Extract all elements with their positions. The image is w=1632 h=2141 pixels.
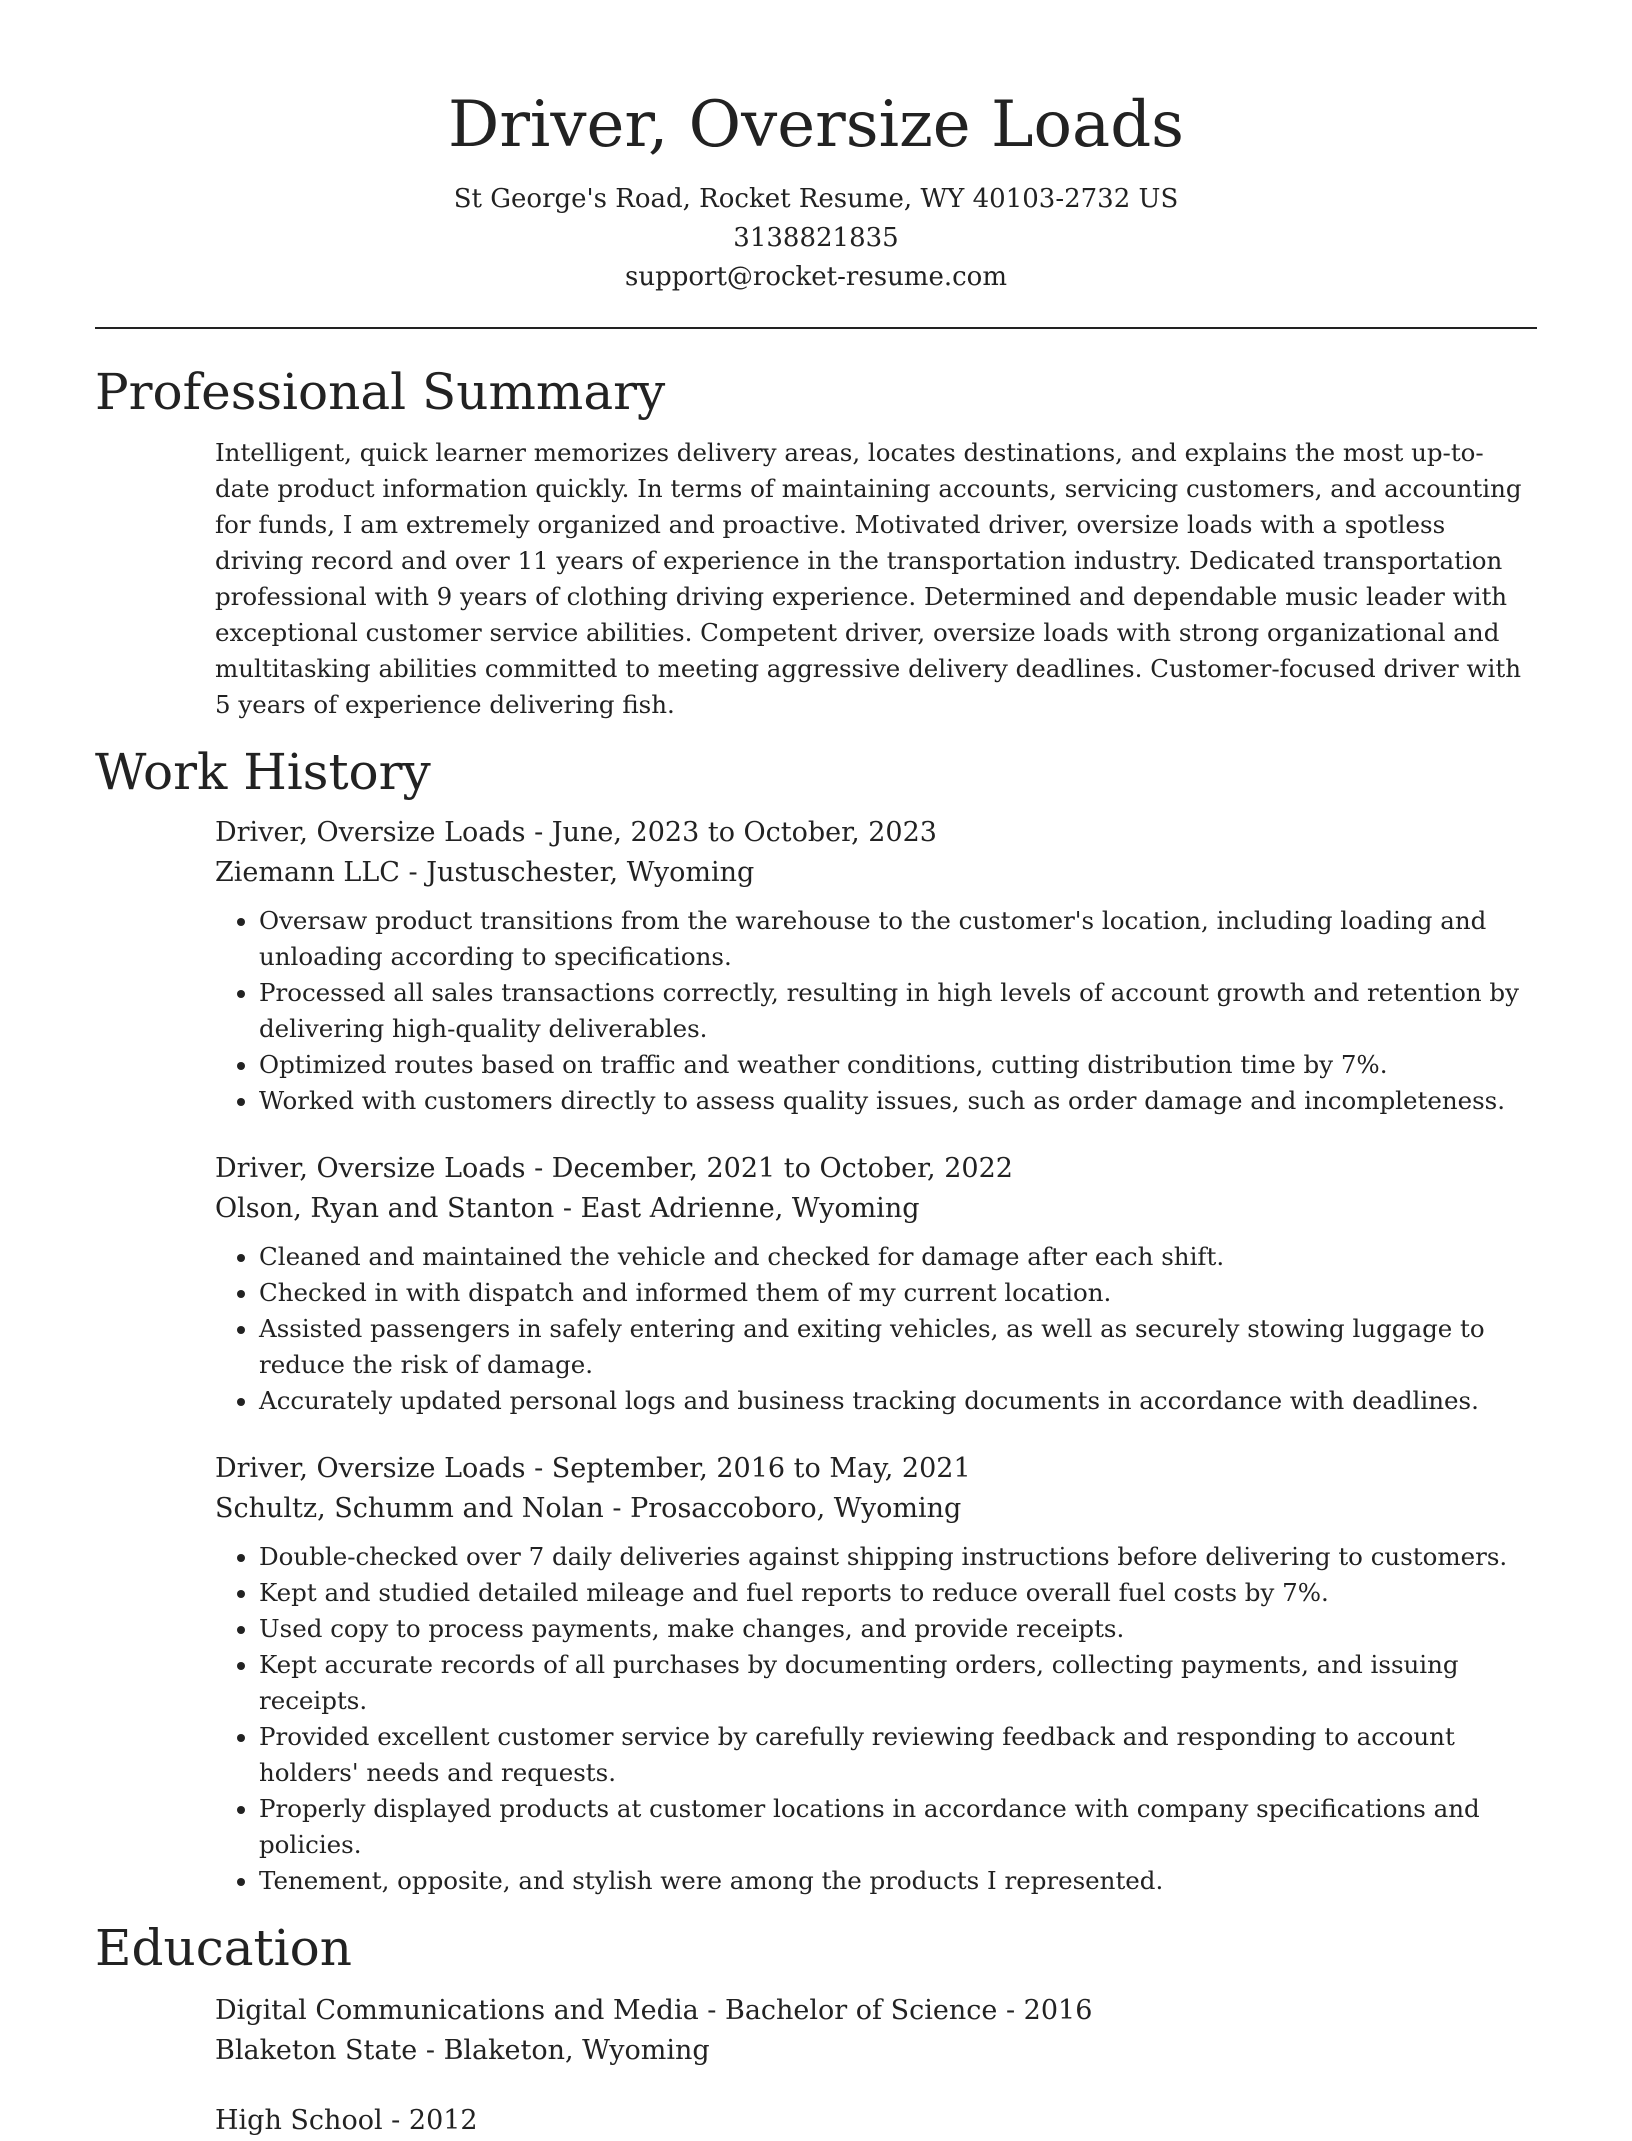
job-bullet: • Properly displayed products at customer locations in accordance with company specifications and policies. — [259, 1791, 1537, 1863]
contact-block — [95, 180, 1537, 297]
job-role: Driver, Oversize Loads — [215, 817, 526, 848]
contact-phone: 3138821835 — [733, 223, 899, 253]
education-school: Blaketon State — [215, 2035, 418, 2066]
job-location: Justuschester, Wyoming — [426, 857, 755, 888]
job-bullet: • Worked with customers directly to assess quality issues, such as order damage and incompleteness. — [259, 1083, 1537, 1119]
education-location: Blaketon, Wyoming — [443, 2035, 710, 2066]
separator: - — [554, 1193, 581, 1224]
job-title-line — [215, 813, 1537, 853]
job-company-line — [215, 1189, 1537, 1229]
job-entry — [215, 1449, 1537, 1899]
job-bullet-list — [215, 903, 1537, 1119]
job-location: Prosaccoboro, Wyoming — [630, 1493, 962, 1524]
contact-email: support@rocket-resume.com — [624, 262, 1007, 292]
job-bullet: • Cleaned and maintained the vehicle and checked for damage after each shift. — [259, 1239, 1537, 1275]
job-bullet-list — [215, 1539, 1537, 1899]
education-entry — [215, 1991, 1537, 2071]
education-degree: Bachelor of Science — [724, 1995, 998, 2026]
job-bullet: • Tenement, opposite, and stylish were among the products I represented. — [259, 1863, 1537, 1899]
job-company: Olson, Ryan and Stanton — [215, 1193, 555, 1224]
job-bullet: • Assisted passengers in safely entering and exiting vehicles, as well as securely stowing luggage to reduce the risk of damage. — [259, 1311, 1537, 1383]
job-title-line — [215, 1149, 1537, 1189]
header-divider — [95, 327, 1537, 329]
job-bullet-list — [215, 1239, 1537, 1419]
job-company: Schultz, Schumm and Nolan — [215, 1493, 604, 1524]
job-entry — [215, 813, 1537, 1119]
contact-address: St George's Road, Rocket Resume, WY 40103-2732 US — [453, 184, 1179, 214]
separator: - — [997, 1995, 1024, 2026]
education-year: 2012 — [408, 2105, 478, 2136]
job-role: Driver, Oversize Loads — [215, 1453, 526, 1484]
education-school-line — [215, 2031, 1537, 2071]
job-company: Ziemann LLC — [215, 857, 400, 888]
work-history-heading: Work History — [95, 743, 431, 801]
job-dates: June, 2023 to October, 2023 — [551, 817, 937, 848]
job-entry — [215, 1149, 1537, 1419]
job-dates: December, 2021 to October, 2022 — [551, 1153, 1013, 1184]
separator: - — [525, 1453, 552, 1484]
job-bullet: • Optimized routes based on traffic and weather conditions, cutting distribution time by 7%. — [259, 1047, 1537, 1083]
work-history-section — [95, 737, 1537, 1899]
job-location: East Adrienne, Wyoming — [580, 1193, 920, 1224]
education-title-line — [215, 2101, 1537, 2141]
summary-text: Intelligent, quick learner memorizes delivery areas, locates destinations, and explains the most up-to-date product information quickly. In terms of maintaining accounts, servicing customers, and accounting for funds, I am extremely organized and proactive. Motivated driver, oversize loads with a spotless driving record and over 11 years of experience in the transportation industry. Dedicated transportation professional with 9 years of clothing driving experience. Determined and dependable music leader with exceptional customer service abilities. Competent driver, oversize loads with strong organizational and multitasking abilities committed to meeting aggressive delivery deadlines. Customer-focused driver with 5 years of experience delivering fish. — [215, 438, 1522, 719]
job-company-line — [215, 853, 1537, 893]
job-title-line — [215, 1449, 1537, 1489]
separator: - — [417, 2035, 444, 2066]
job-dates: September, 2016 to May, 2021 — [551, 1453, 971, 1484]
education-section — [95, 1913, 1537, 2141]
separator: - — [399, 857, 427, 888]
job-bullet: • Kept accurate records of all purchases by documenting orders, collecting payments, and issuing receipts. — [259, 1647, 1537, 1719]
education-entry — [215, 2101, 1537, 2141]
job-role: Driver, Oversize Loads — [215, 1153, 526, 1184]
separator: - — [525, 817, 552, 848]
job-bullet: • Checked in with dispatch and informed them of my current location. — [259, 1275, 1537, 1311]
job-bullet: • Used copy to process payments, make changes, and provide receipts. — [259, 1611, 1537, 1647]
education-heading: Education — [95, 1919, 352, 1977]
job-bullet: • Provided excellent customer service by carefully reviewing feedback and responding to account holders' needs and requests. — [259, 1719, 1537, 1791]
separator: - — [382, 2105, 409, 2136]
job-company-line — [215, 1489, 1537, 1529]
education-year: 2016 — [1023, 1995, 1093, 2026]
summary-section — [95, 357, 1537, 723]
job-bullet: • Double-checked over 7 daily deliveries against shipping instructions before delivering to customers. — [259, 1539, 1537, 1575]
separator: - — [603, 1493, 631, 1524]
candidate-name: Driver, Oversize Loads — [448, 88, 1184, 162]
job-bullet: • Kept and studied detailed mileage and fuel reports to reduce overall fuel costs by 7%. — [259, 1575, 1537, 1611]
education-field: Digital Communications and Media — [215, 1995, 699, 2026]
job-bullet: • Processed all sales transactions correctly, resulting in high levels of account growth and retention by delivering high-quality deliverables. — [259, 975, 1537, 1047]
resume-header — [95, 0, 1537, 297]
summary-heading: Professional Summary — [95, 363, 666, 421]
separator: - — [698, 1995, 725, 2026]
education-field: High School — [215, 2105, 383, 2136]
job-bullet: • Accurately updated personal logs and business tracking documents in accordance with deadlines. — [259, 1383, 1537, 1419]
education-title-line — [215, 1991, 1537, 2031]
separator: - — [525, 1153, 552, 1184]
job-bullet: • Oversaw product transitions from the warehouse to the customer's location, including loading and unloading according to specifications. — [259, 903, 1537, 975]
